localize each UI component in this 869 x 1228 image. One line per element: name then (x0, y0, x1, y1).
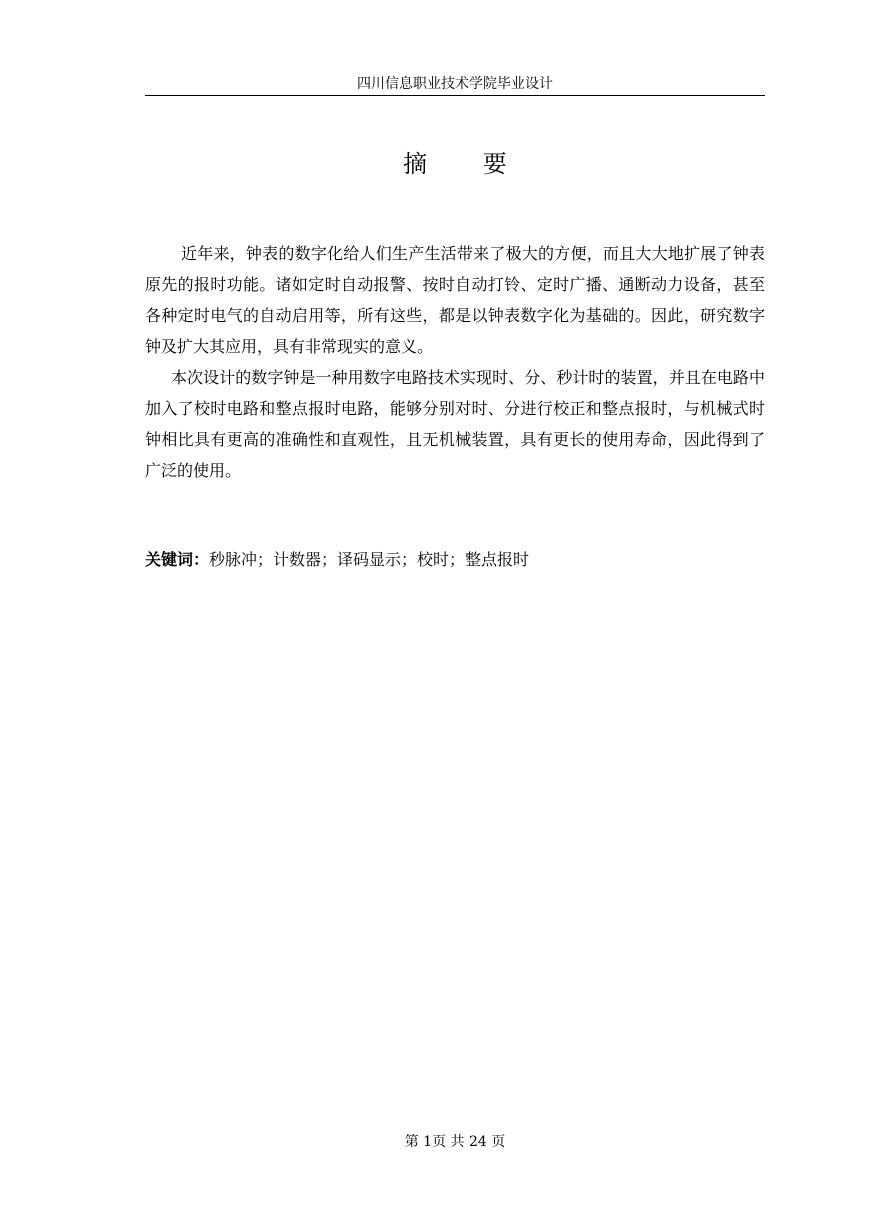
abstract-title: 摘 要 (403, 150, 531, 178)
keywords-label: 关键词： (145, 550, 210, 569)
page-footer: 第 1页 共 24 页 (404, 1134, 506, 1150)
abstract-body (145, 238, 765, 486)
keywords-line (145, 546, 765, 574)
running-header: 四川信息职业技术学院毕业设计 (357, 76, 553, 92)
abstract-paragraph-2: 本次设计的数字钟是一种用数字电路技术实现时、分、秒计时的装置，并且在电路中加入了校时电路和整点报时电路，能够分别对时、分进行校正和整点报时，与机械式时钟相比具有更高的准确性和直观性，且无机械装置，具有更长的使用寿命，因此得到了广泛的使用。 (145, 368, 765, 480)
abstract-paragraph-1: 近年来，钟表的数字化给人们生产生活带来了极大的方便，而且大大地扩展了钟表原先的报时功能。诸如定时自动报警、按时自动打铃、定时广播、通断动力设备，甚至各种定时电气的自动启用等，所有这些，都是以钟表数字化为基础的。因此，研究数字钟及扩大其应用，具有非常现实的意义。 (145, 244, 765, 356)
header-rule (145, 95, 765, 96)
keywords-list: 秒脉冲；计数器；译码显示；校时；整点报时 (209, 550, 530, 569)
